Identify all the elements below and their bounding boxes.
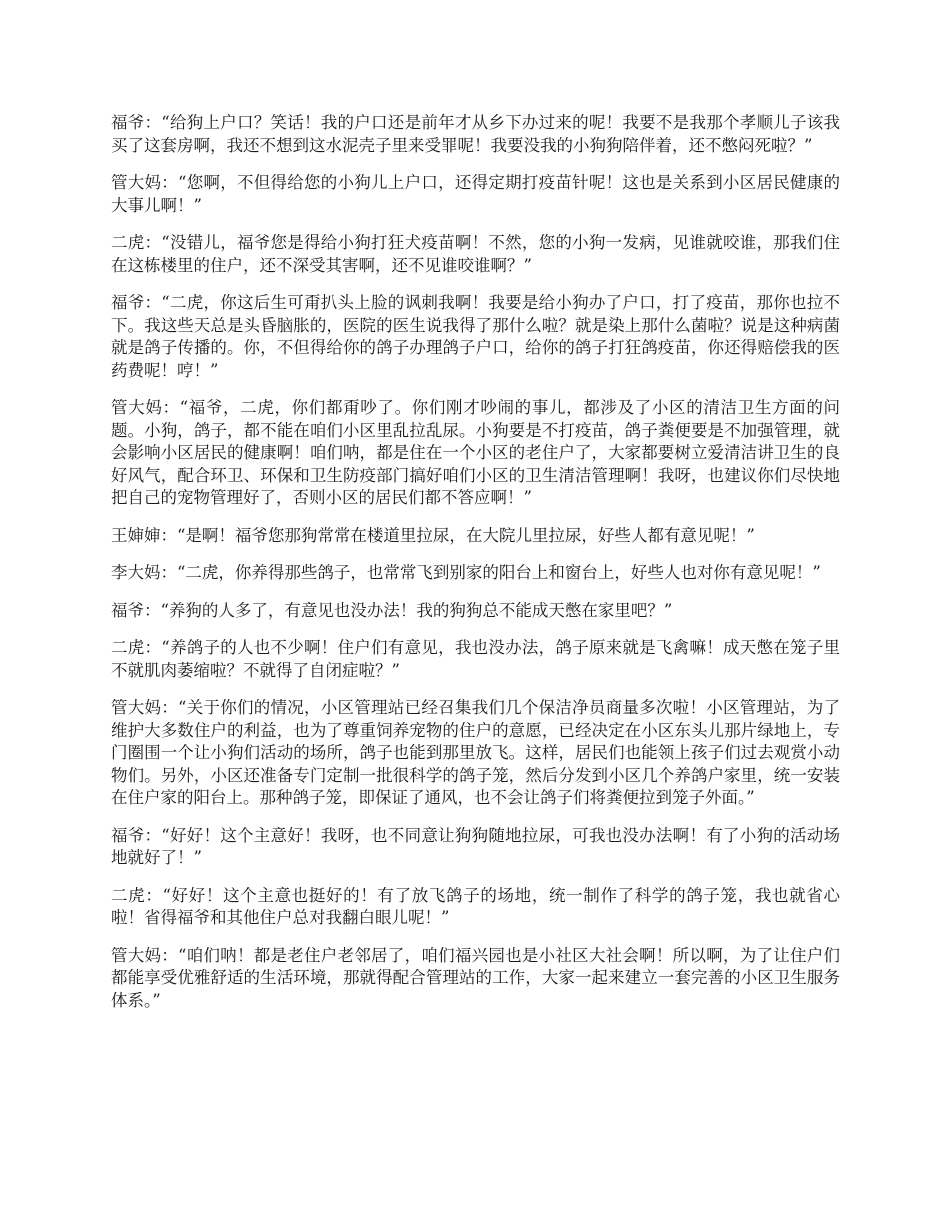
dialogue-paragraph-2: 管大妈：“您啊，不但得给您的小狗儿上户口，还得定期打疫苗针呢！这也是关系到小区居民健康的大事儿啊！” (111, 173, 840, 215)
document-body (111, 112, 840, 1027)
dialogue-paragraph-12: 二虎：“好好！这个主意也挺好的！有了放飞鸽子的场地，统一制作了科学的鸽子笼，我也就省心啦！省得福爷和其他住户总对我翻白眼儿呢！” (111, 885, 840, 927)
dialogue-paragraph-13: 管大妈：“咱们呐！都是老住户老邻居了，咱们福兴园也是小社区大社会啊！所以啊，为了让住户们都能享受优雅舒适的生活环境，那就得配合管理站的工作，大家一起来建立一套完善的小区卫生服务体系。” (111, 945, 840, 1010)
dialogue-paragraph-5: 管大妈：“福爷，二虎，你们都甭吵了。你们刚才吵闹的事儿，都涉及了小区的清洁卫生方面的问题。小狗，鸽子，都不能在咱们小区里乱拉乱尿。小狗要是不打疫苗，鸽子粪便要是不加强管理，就会影响小区居民的健康啊！咱们呐，都是住在一个小区的老住户了，大家都要树立爱清洁讲卫生的良好风气，配合环卫、环保和卫生防疫部门搞好咱们小区的卫生清洁管理啊！我呀，也建议你们尽快地把自己的宠物管理好了，否则小区的居民们都不答应啊！” (111, 398, 840, 507)
dialogue-paragraph-8: 福爷：“养狗的人多了，有意见也没办法！我的狗狗总不能成天憋在家里吧？” (111, 600, 673, 620)
dialogue-paragraph-9: 二虎：“养鸽子的人也不少啊！住户们有意见，我也没办法，鸽子原来就是飞禽嘛！成天憋在笼子里不就肌肉萎缩啦？不就得了自闭症啦？” (111, 638, 840, 680)
dialogue-paragraph-6: 王婶婶：“是啊！福爷您那狗常常在楼道里拉尿，在大院儿里拉尿，好些人都有意见呢！” (111, 525, 755, 545)
dialogue-paragraph-1: 福爷：“给狗上户口？笑话！我的户口还是前年才从乡下办过来的呢！我要不是我那个孝顺儿子该我买了这套房啊，我还不想到这水泥壳子里来受罪呢！我要没我的小狗狗陪伴着，还不憋闷死啦？” (111, 113, 840, 155)
dialogue-paragraph-10: 管大妈：“关于你们的情况，小区管理站已经召集我们几个保洁净员商量多次啦！小区管理站，为了维护大多数住户的利益，也为了尊重饲养宠物的住户的意愿，已经决定在小区东头儿那片绿地上，专门圈围一个让小狗们活动的场所，鸽子也能到那里放飞。这样，居民们也能领上孩子们过去观赏小动物们。另外，小区还准备专门定制一批很科学的鸽子笼，然后分发到小区几个养鸽户家里，统一安装在住户家的阳台上。那种鸽子笼，即保证了通风，也不会让鸽子们将粪便拉到笼子外面。” (111, 698, 840, 807)
dialogue-paragraph-4: 福爷：“二虎，你这后生可甭扒头上脸的讽刺我啊！我要是给小狗办了户口，打了疫苗，那你也拉不下。我这些天总是头昏脑胀的，医院的医生说我得了那什么啦？就是染上那什么菌啦？说是这种病菌就是鸽子传播的。你，不但得给你的鸽子办理鸽子户口，给你的鸽子打狂鸽疫苗，你还得赔偿我的医药费呢！哼！” (111, 293, 840, 380)
dialogue-paragraph-11: 福爷：“好好！这个主意好！我呀，也不同意让狗狗随地拉尿，可我也没办法啊！有了小狗的活动场地就好了！” (111, 825, 840, 867)
dialogue-paragraph-7: 李大妈：“二虎，你养得那些鸽子，也常常飞到别家的阳台上和窗台上，好些人也对你有意见呢！” (111, 563, 821, 582)
dialogue-paragraph-3: 二虎：“没错儿，福爷您是得给小狗打狂犬疫苗啊！不然，您的小狗一发病，见谁就咬谁，那我们住在这栋楼里的住户，还不深受其害啊，还不见谁咬谁啊？” (111, 233, 840, 275)
